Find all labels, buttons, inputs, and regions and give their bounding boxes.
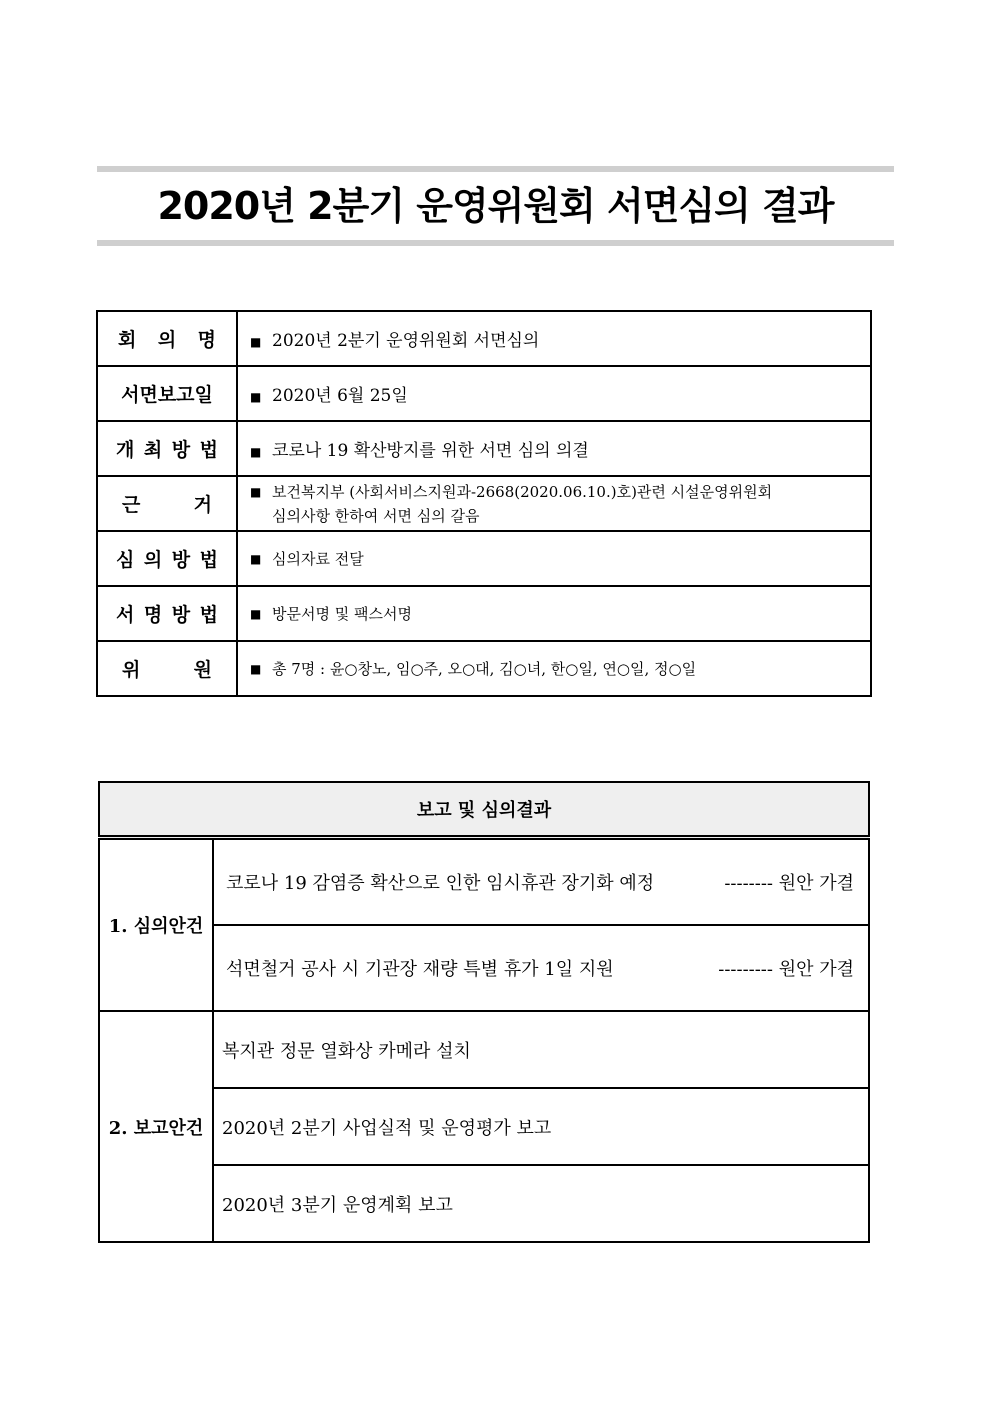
report-item: 복지관 정문 열화상 카메라 설치 <box>213 1011 869 1088</box>
review-item: 코로나 19 감염증 확산으로 인한 임시휴관 장기화 예정 -------- 원안 가결 <box>213 838 869 926</box>
meeting-info-table <box>96 310 872 697</box>
info-value: ■ 2020년 6월 25일 <box>237 366 871 421</box>
info-row-members <box>97 641 871 696</box>
info-label: 서 명 방 법 <box>97 586 237 641</box>
info-row-sign-method <box>97 586 871 641</box>
info-value: ■ 방문서명 및 팩스서명 <box>237 586 871 641</box>
info-row-meeting-name <box>97 311 871 366</box>
info-value: ■ 코로나 19 확산방지를 위한 서면 심의 의결 <box>237 421 871 476</box>
info-label: 서면보고일 <box>97 366 237 421</box>
info-value: ■ 보건복지부 (사회서비스지원과-2668(2020.06.10.)호)관련 시설운영위원회 심의사항 한하여 서면 심의 갈음 <box>237 476 871 531</box>
info-row-basis <box>97 476 871 531</box>
info-value: ■ 2020년 2분기 운영위원회 서면심의 <box>237 311 871 366</box>
report-row <box>99 1011 869 1088</box>
title-bottom-rule <box>97 240 894 246</box>
info-label: 개 최 방 법 <box>97 421 237 476</box>
info-label: 위 원 <box>97 641 237 696</box>
results-header: 보고 및 심의결과 <box>99 782 869 838</box>
info-row-review-method <box>97 531 871 586</box>
info-label: 회 의 명 <box>97 311 237 366</box>
results-table <box>98 781 870 1243</box>
info-row-method <box>97 421 871 476</box>
info-value: ■ 총 7명 : 윤○창노, 임○주, 오○대, 김○녀, 한○일, 연○일, 정○일 <box>237 641 871 696</box>
report-item: 2020년 2분기 사업실적 및 운영평가 보고 <box>213 1088 869 1165</box>
info-row-report-date <box>97 366 871 421</box>
report-row <box>99 1088 869 1165</box>
title-block <box>97 166 894 246</box>
info-label: 근 거 <box>97 476 237 531</box>
review-item: 석면철거 공사 시 기관장 재량 특별 휴가 1일 지원 --------- 원안 가결 <box>213 925 869 1011</box>
review-row <box>99 838 869 926</box>
report-row <box>99 1165 869 1242</box>
report-item: 2020년 3분기 운영계획 보고 <box>213 1165 869 1242</box>
report-category: 2. 보고안건 <box>99 1011 213 1242</box>
info-label: 심 의 방 법 <box>97 531 237 586</box>
page-title: 2020년 2분기 운영위원회 서면심의 결과 <box>157 184 834 228</box>
info-value: ■ 심의자료 전달 <box>237 531 871 586</box>
review-category: 1. 심의안건 <box>99 838 213 1012</box>
review-row <box>99 925 869 1011</box>
